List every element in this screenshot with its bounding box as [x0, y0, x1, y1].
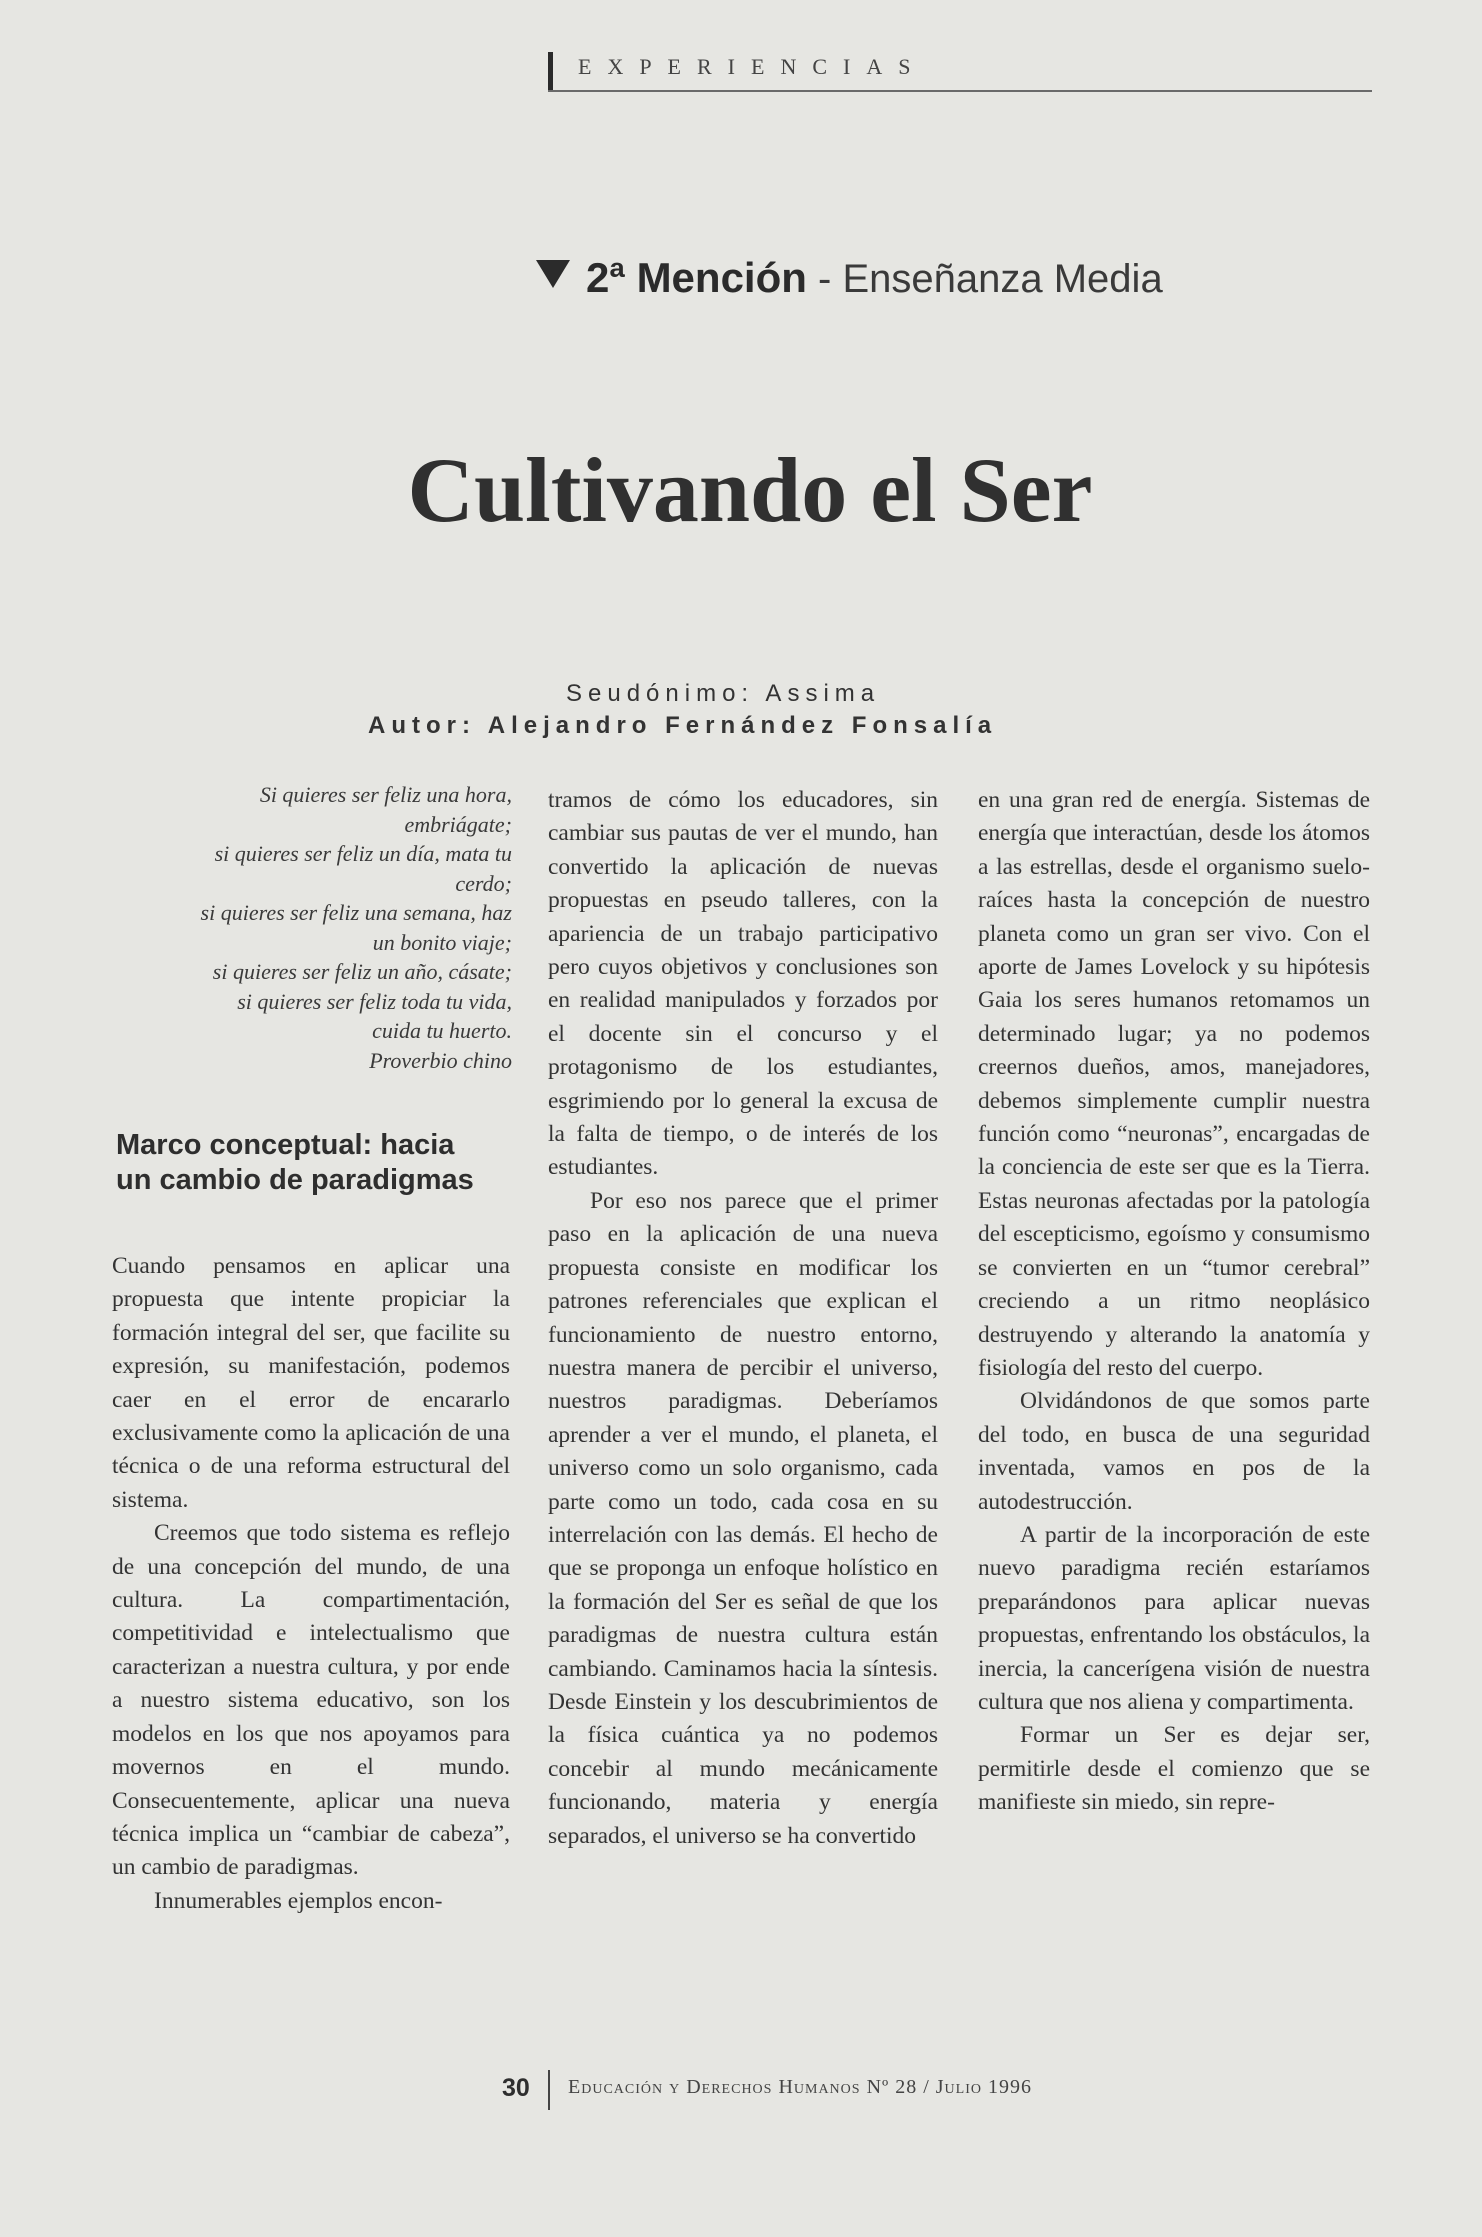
text-column-1 [112, 1250, 510, 1918]
body-paragraph: A partir de la incorporación de este nuevo paradigma recién estaríamos preparándonos para aplicar nuevas propuestas, enfrentando los obstáculos, la inercia, la cancerígena visión de nuestra cultura que nos aliena y compartimenta. [978, 1521, 1370, 1715]
section-header [548, 52, 1372, 96]
body-paragraph: Creemos que todo sistema es reflejo de una concepción del mundo, de una cultura. La compartimentación, competitividad e intelectualismo que caracterizan a nuestra cultura, y por ende a nuestro sistema educativo, son los modelos en los que nos apoyamos para movernos en el mundo. Consecuentemente, aplicar una nueva técnica implica un “cambiar de cabeza”, un cambio de paradigmas. [112, 1520, 510, 1881]
body-paragraph: Innumerables ejemplos encon- [154, 1887, 443, 1914]
mention-level: Enseñanza Media [842, 257, 1163, 301]
epigraph-line: cuida tu huerto. [372, 1018, 512, 1043]
section-label: EXPERIENCIAS [578, 54, 927, 79]
body-paragraph: tramos de cómo los educadores, sin cambiar sus pautas de ver el mundo, han convertido la aplicación de nuevas propuestas en pseudo talleres, con la apariencia de un trabajo participativo pero cuyos objetivos y conclusiones son en realidad manipulados y forzados por el docente sin el concurso y el protagonismo de los estudiantes, esgrimiendo por lo general la excusa de la falta de tiempo, o de interés de los estudiantes. [548, 787, 938, 1181]
triangle-down-icon [536, 260, 570, 288]
epigraph-line: si quieres ser feliz una semana, haz [200, 900, 512, 925]
section-subheading: Marco conceptual: hacia un cambio de paradigmas [116, 1129, 474, 1196]
section-rule [548, 90, 1372, 92]
body-paragraph: en una gran red de energía. Sistemas de energía que interactúan, desde los átomos a las estrellas, desde el organismo suelo-raíces hasta la concepción de nuestro planeta como un gran ser vivo. Con el aporte de James Lovelock y su hipótesis Gaia los seres humanos retomamos un determinado lugar; ya no podemos creernos dueños, amos, manejadores, debemos simplemente cumplir nuestra función como “neuronas”, encargadas de la conciencia de este ser que es la Tierra. Estas neuronas afectadas por la patología del escepticismo, egoísmo y consumismo se convierten en un “tumor cerebral” creciendo a un ritmo neoplásico destruyendo y alterando la anatomía y fisiología del resto del cuerpo. [978, 787, 1370, 1381]
epigraph-line: cerdo; [455, 870, 512, 896]
epigraph-line: un bonito viaje; [372, 929, 512, 955]
body-paragraph: Cuando pensamos en aplicar una propuesta que intente propiciar la formación integral del ser, que facilite su expresión, su manifestación, podemos caer en el error de encararlo exclusivamente como la aplicación de una técnica o de una reforma estructural del sistema. [112, 1253, 510, 1513]
epigraph-line: si quieres ser feliz toda tu vida, [237, 988, 512, 1014]
body-paragraph: Formar un Ser es dejar ser, permitirle desde el comienzo que se manifieste sin miedo, sin repre- [978, 1722, 1370, 1816]
body-paragraph: Por eso nos parece que el primer paso en la aplicación de una nueva propuesta consiste en modificar los patrones referenciales que explican el funcionamiento de nuestro entorno, nuestra manera de percibir el universo, nuestros paradigmas. Deberíamos aprender a ver el mundo, el planeta, el universo como un solo organismo, cada parte como un todo, cada cosa en su interrelación con las demás. El hecho de que se proponga un enfoque holístico en la formación del Ser es señal de que los paradigmas de nuestra cultura están cambiando. Caminamos hacia la síntesis. Desde Einstein y los descubrimientos de la física cuántica ya no podemos concebir al mundo mecánicamente funcionando, materia y energía separados, el universo se ha convertido [548, 1187, 938, 1849]
footer-divider [548, 2070, 550, 2110]
award-mention [536, 254, 1356, 318]
body-paragraph: Olvidándonos de que somos parte del todo, en busca de una seguridad inventada, vamos en pos de la autodestrucción. [978, 1388, 1370, 1515]
mention-place: 2ª Mención [586, 254, 807, 301]
page-number: 30 [502, 2074, 530, 2102]
epigraph-line: si quieres ser feliz un día, mata tu [214, 841, 512, 866]
text-column-3 [978, 784, 1370, 1820]
epigraph-line: Si quieres ser feliz una hora, [259, 782, 512, 807]
section-marker-bar [548, 52, 553, 90]
mention-separator: - [806, 257, 843, 301]
epigraph [150, 780, 512, 1075]
pseudonym-credit: Seudónimo: Assima [566, 680, 881, 707]
text-column-2 [548, 784, 938, 1853]
epigraph-line: si quieres ser feliz un año, cásate; [212, 959, 512, 984]
epigraph-source: Proverbio chino [369, 1047, 512, 1073]
epigraph-line: embriágate; [404, 811, 512, 837]
article-title: Cultivando el Ser [407, 439, 1093, 541]
publication-info: Educación y Derechos Humanos Nº 28 / Julio 1996 [568, 2076, 1032, 2098]
author-credit: Autor: Alejandro Fernández Fonsalía [368, 712, 998, 739]
page-footer [502, 2070, 1202, 2120]
